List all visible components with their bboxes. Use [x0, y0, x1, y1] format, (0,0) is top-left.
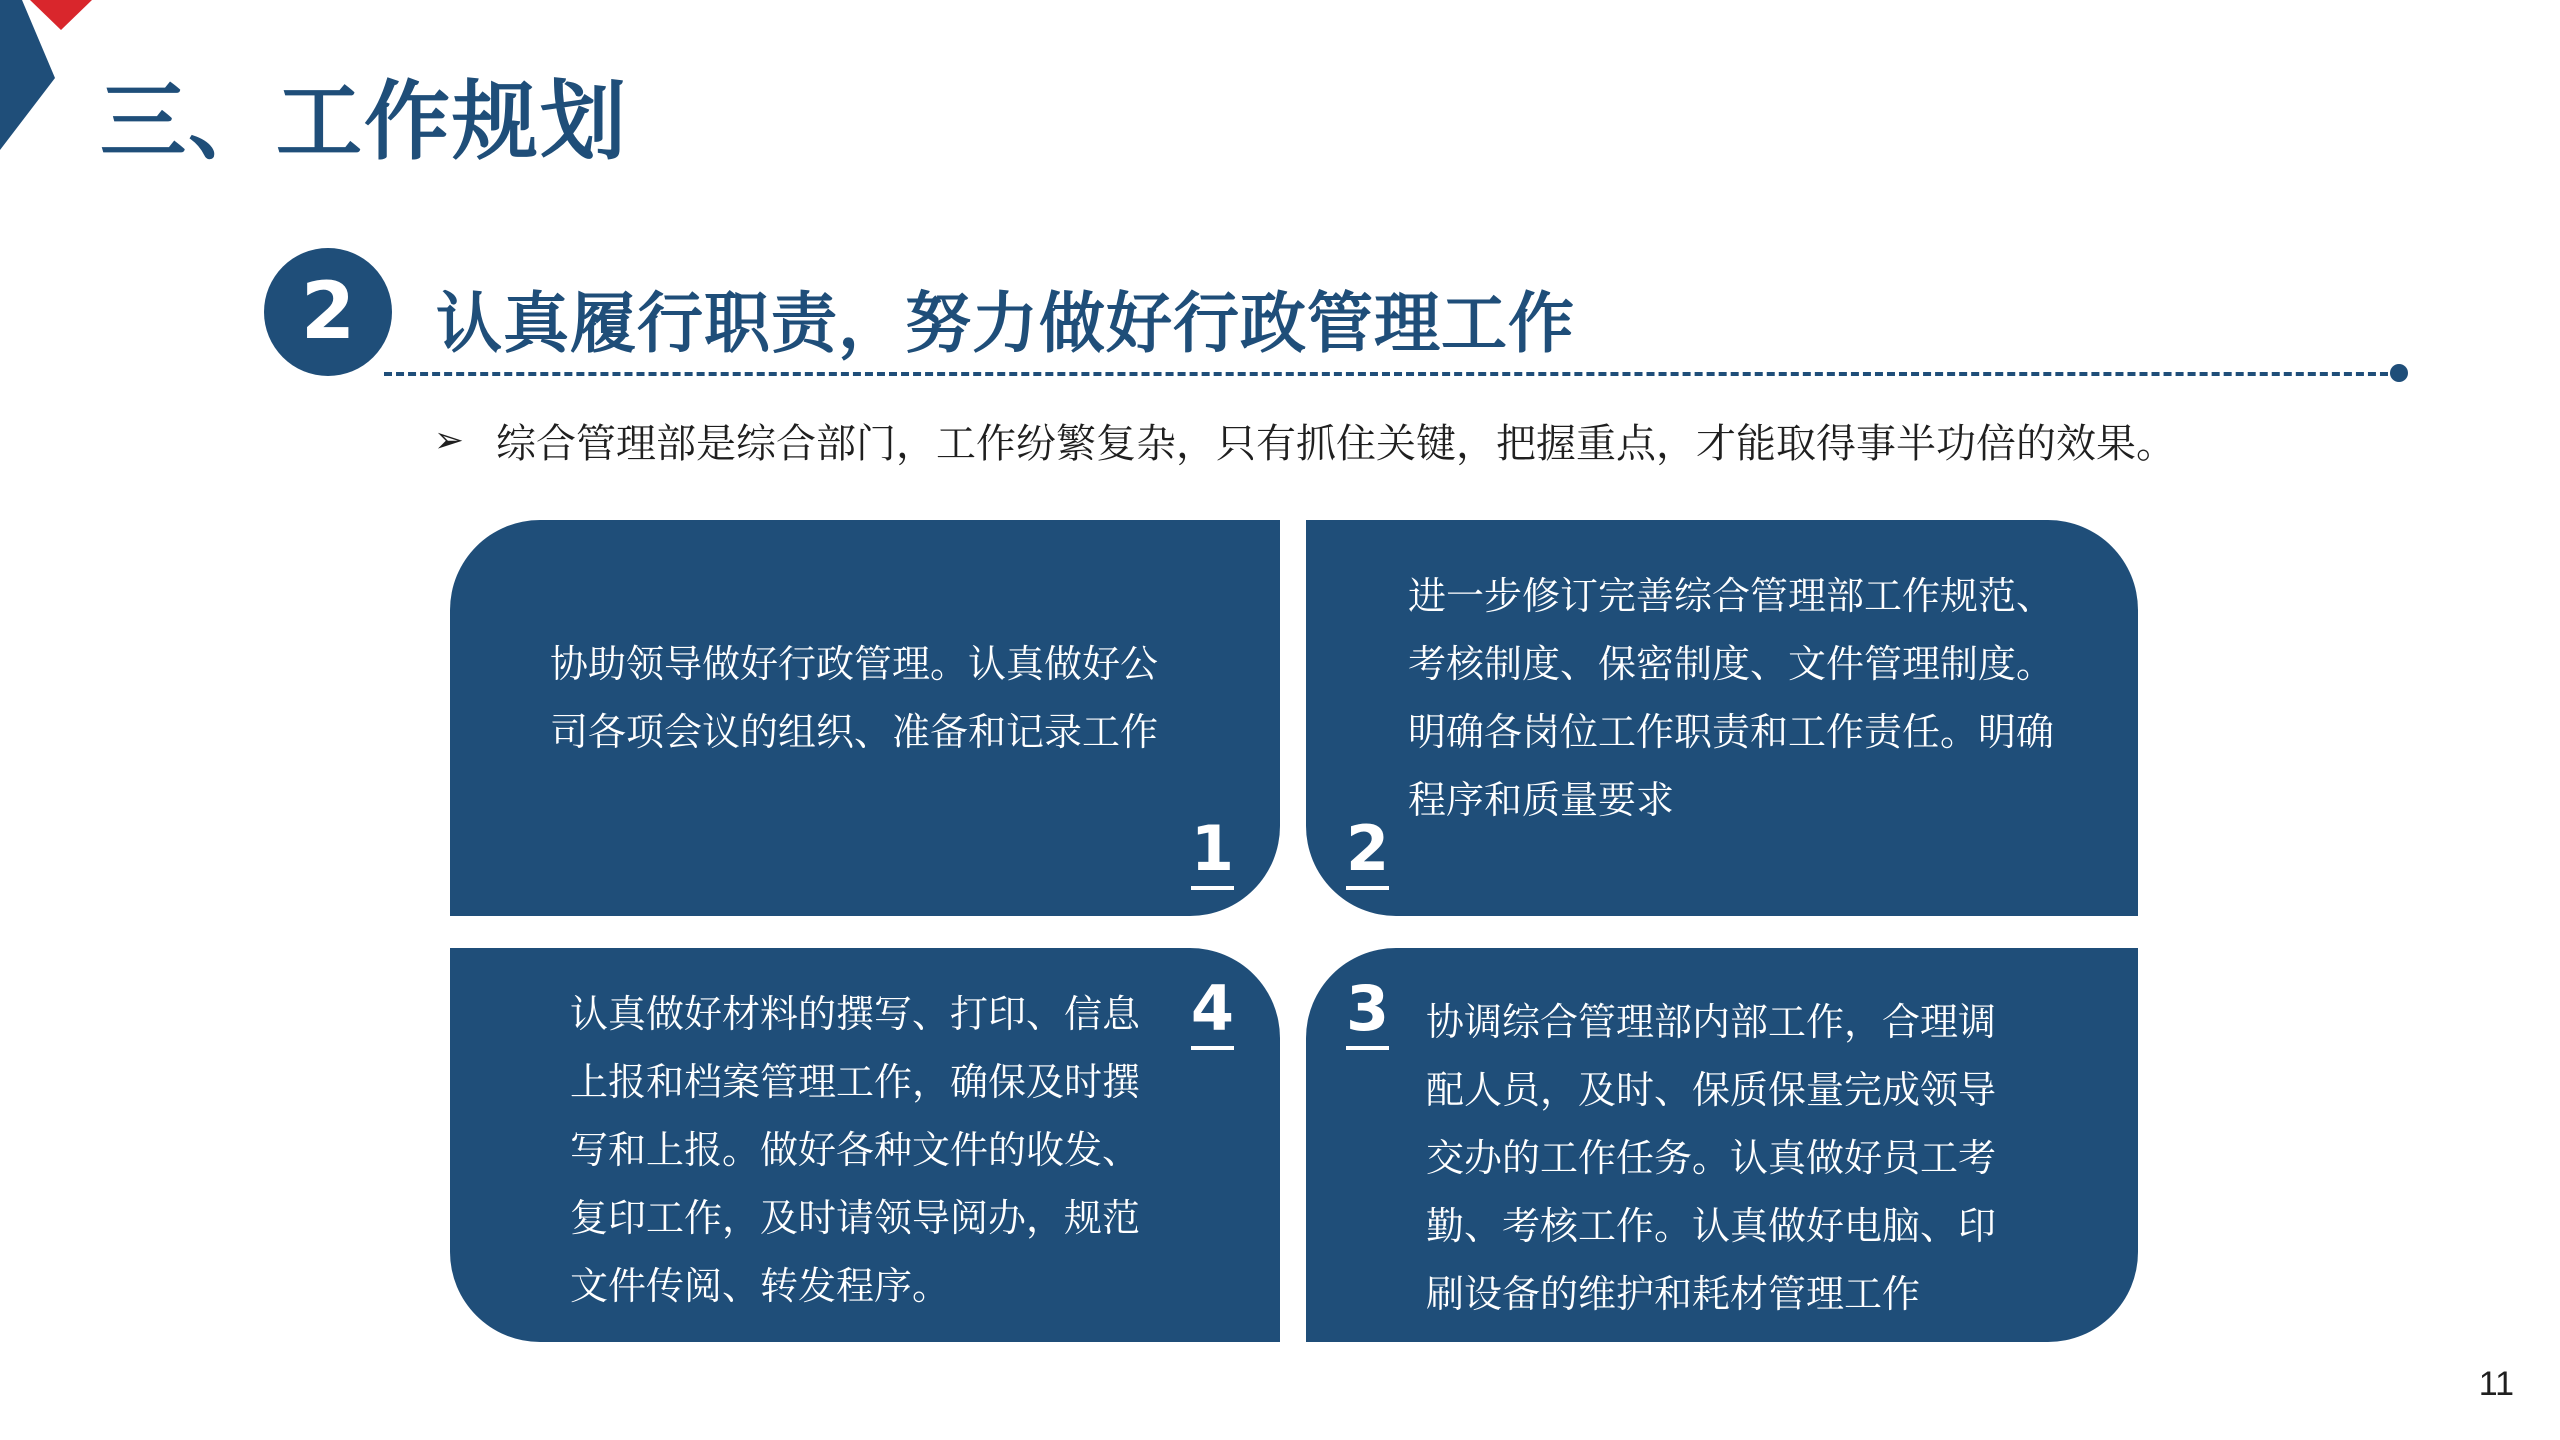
task-card-number: 1: [1191, 816, 1234, 890]
intro-text: 综合管理部是综合部门，工作纷繁复杂，只有抓住关键，把握重点，才能取得事半功倍的效果。: [496, 421, 2176, 467]
arrow-bullet-icon: ➢: [433, 420, 465, 461]
section-number-badge: 2: [264, 248, 392, 376]
task-card-number: 3: [1346, 976, 1389, 1050]
task-card-text: 协助领导做好行政管理。认真做好公司各项会议的组织、准备和记录工作: [550, 642, 1159, 754]
task-card-number: 4: [1191, 976, 1234, 1050]
task-card-4: [450, 948, 1280, 1342]
task-card-1: [450, 520, 1280, 916]
section-heading: 认真履行职责，努力做好行政管理工作: [436, 285, 1575, 362]
task-card-3: [1306, 948, 2138, 1342]
divider-end-dot: [2390, 364, 2408, 382]
task-card-text: 进一步修订完善综合管理部工作规范、考核制度、保密制度、文件管理制度。明确各岗位工作职责和工作责任。明确程序和质量要求: [1408, 574, 2055, 822]
intro-bullet: [432, 412, 2176, 469]
task-card-2: [1306, 520, 2138, 916]
page-title: 三、工作规划: [100, 72, 628, 172]
task-card-text: 认真做好材料的撰写、打印、信息上报和档案管理工作，确保及时撰写和上报。做好各种文件的收发、复印工作，及时请领导阅办，规范文件传阅、转发程序。: [570, 992, 1141, 1308]
page-number: 11: [2478, 1365, 2514, 1403]
task-card-text: 协调综合管理部内部工作，合理调配人员，及时、保质保量完成领导交办的工作任务。认真做好员工考勤、考核工作。认真做好电脑、印刷设备的维护和耗材管理工作: [1426, 1000, 1997, 1316]
task-card-number: 2: [1346, 816, 1389, 890]
dotted-divider: [384, 372, 2400, 376]
